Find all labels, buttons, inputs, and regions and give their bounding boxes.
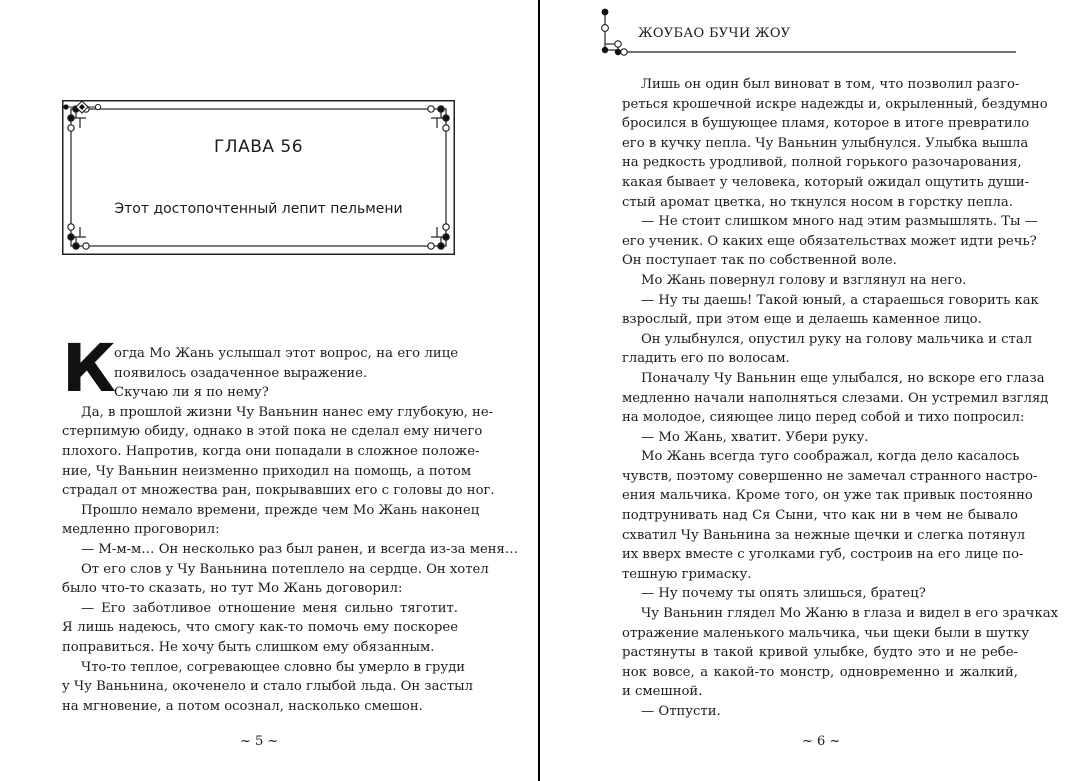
- page-number: ~ 5 ~: [240, 734, 279, 749]
- text-line: Он поступает так по собственной воле.: [622, 253, 897, 269]
- running-title: ЖОУБАО БУЧИ ЖОУ: [638, 26, 791, 41]
- text-line: тешную гримаску.: [622, 566, 752, 582]
- text-line: медленно проговорил:: [62, 522, 220, 538]
- text-line: Мо Жань повернул голову и взглянул на него.: [641, 272, 967, 288]
- text-line: страдал от множества ран, покрывавших его с головы до ног.: [62, 483, 495, 499]
- chapter-frame-border: [62, 100, 455, 255]
- text-line: — Отпусти.: [641, 704, 721, 719]
- text-line: появилось озадаченное выражение.: [114, 365, 368, 381]
- text-line: Что-то теплое, согревающее словно бы умерло в груди: [81, 659, 466, 675]
- text-line: Скучаю ли я по нему?: [114, 385, 269, 401]
- text-line: было что-то сказать, но тут Мо Жань договорил:: [62, 581, 403, 597]
- text-line: медленно начали наполняться слезами. Он устремил взгляд: [622, 390, 1049, 406]
- page-number: ~ 6 ~: [802, 734, 841, 749]
- text-line: ние, Чу Ваньнин неизменно приходил на помощь, а потом: [62, 463, 472, 479]
- right-page: [540, 0, 1078, 781]
- text-line: отражение маленького мальчика, чьи щеки были в шутку: [622, 625, 1030, 641]
- text-line: реться крошечной искре надежды и, окрыленный, бездумно: [622, 96, 1048, 112]
- left-page: [0, 0, 538, 781]
- text-line: — Мо Жань, хватит. Убери руку.: [641, 429, 869, 445]
- text-line: Я лишь надеюсь, что смогу как-то помочь ему поскорее: [62, 620, 458, 636]
- chapter-title: ГЛАВА 56: [213, 137, 304, 157]
- text-line: взрослый, при этом еще и делаешь каменное лицо.: [622, 312, 982, 328]
- text-line: Да, в прошлой жизни Чу Ваньнин нанес ему глубокую, не-: [81, 404, 494, 420]
- text-line: их вверх вместе с уголками губ, состроив на его лице по-: [622, 547, 1024, 563]
- text-line: и смешной.: [622, 684, 703, 700]
- text-line: какая бывает у человека, который ожидал ощутить души-: [622, 174, 1030, 190]
- chapter-frame: [62, 100, 455, 255]
- text-line: поправиться. Не хочу быть слишком ему обязанным.: [62, 639, 435, 655]
- diamond-ornament-icon: [62, 100, 102, 114]
- text-line: плохого. Напротив, когда они попадали в сложное положе-: [62, 443, 480, 459]
- text-line: ения мальчика. Кроме того, он уже так привык постоянно: [622, 488, 1033, 504]
- text-line: гладить его по волосам.: [622, 351, 790, 367]
- text-line: Чу Ваньнин глядел Мо Жаню в глаза и видел в его зрачках: [641, 606, 1059, 622]
- text-line: у Чу Ваньнина, окоченело и стало глыбой льда. Он застыл: [62, 679, 473, 695]
- text-line: Он улыбнулся, опустил руку на голову мальчика и стал: [641, 331, 1033, 347]
- left-body-text: [62, 344, 519, 716]
- text-line: растянуты в такой кривой улыбке, будто это и не ребе-: [622, 645, 1018, 661]
- text-line: — Ну ты даешь! Такой юный, а стараешься говорить как: [641, 292, 1039, 308]
- text-line: Лишь он один был виноват в том, что позволил разго-: [641, 77, 1020, 92]
- text-line: Поначалу Чу Ваньнин еще улыбался, но вскоре его глаза: [641, 370, 1045, 386]
- text-line: чувств, поэтому совершенно не замечал странного настро-: [622, 468, 1038, 484]
- text-line: его в кучку пепла. Чу Ваньнин улыбнулся. Улыбка вышла: [622, 135, 1029, 151]
- text-line: нок вовсе, а какой-то монстр, одновременно и жалкий,: [622, 664, 1018, 680]
- drop-cap: К: [62, 330, 116, 407]
- text-line: От его слов у Чу Ваньнина потеплело на сердце. Он хотел: [81, 561, 489, 577]
- text-line: стый аромат цветка, но ткнулся носом в горстку пепла.: [622, 194, 1013, 210]
- text-line: схватил Чу Ваньнина за нежные щечки и слегка потянул: [622, 527, 1026, 543]
- text-line: — Ну почему ты опять злишься, братец?: [641, 586, 926, 602]
- text-line: огда Мо Жань услышал этот вопрос, на его лице: [114, 346, 458, 361]
- text-line: его ученик. О каких еще обязательствах может идти речь?: [622, 233, 1037, 249]
- text-line: — Не стоит слишком много над этим размышлять. Ты —: [641, 214, 1038, 230]
- text-line: на молодое, сияющее лицо перед собой и тихо попросил:: [622, 410, 1025, 426]
- chapter-subtitle: Этот достопочтенный лепит пельмени: [114, 201, 403, 217]
- text-line: бросился в бушующее пламя, которое в итоге превратило: [622, 116, 1030, 132]
- text-line: — Его заботливое отношение меня сильно тяготит.: [81, 600, 458, 616]
- text-line: на редкость уродливой, полной горького разочарования,: [622, 155, 1022, 171]
- text-line: Мо Жань всегда туго соображал, когда дело касалось: [641, 449, 1020, 465]
- text-line: — М-м-м… Он несколько раз был ранен, и всегда из-за меня…: [81, 541, 519, 557]
- right-body-text: [622, 75, 1059, 722]
- text-line: стерпимую обиду, однако в этой пока не сделал ему ничего: [62, 424, 483, 440]
- text-line: подтрунивать над Ся Сыни, что как ни в чем не бывало: [622, 508, 1018, 524]
- text-line: на мгновение, а потом осознал, насколько смешон.: [62, 698, 423, 714]
- text-line: Прошло немало времени, прежде чем Мо Жань наконец: [81, 502, 480, 518]
